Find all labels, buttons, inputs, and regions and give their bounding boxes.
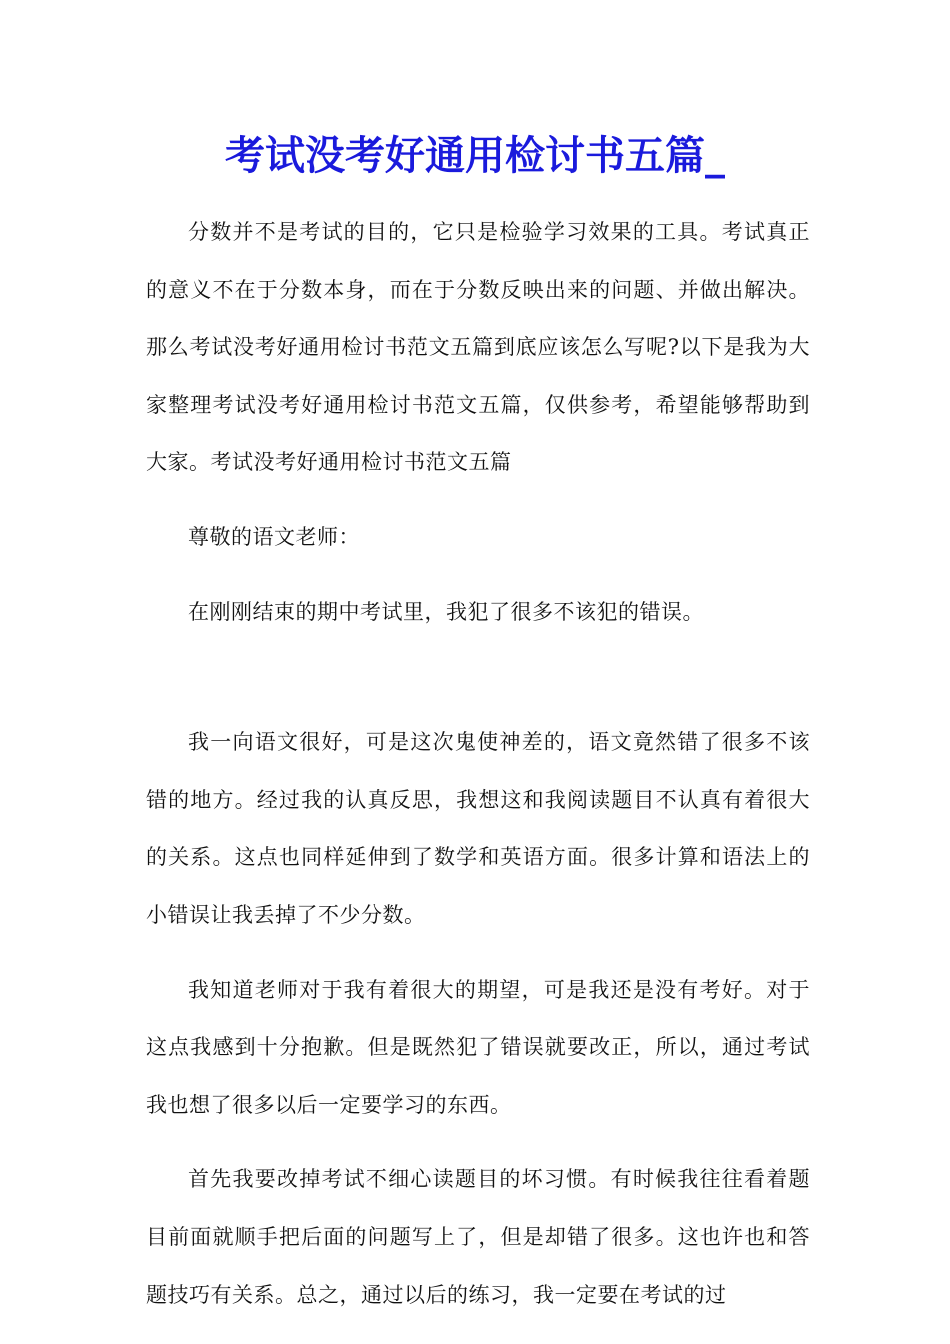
paragraph-apology: 我知道老师对于我有着很大的期望，可是我还是没有考好。对于这点我感到十分抱歉。但是既然犯了错误就要改正，所以，通过考试我也想了很多以后一定要学习的东西。 — [146, 977, 810, 1117]
document-title: 考试没考好通用检讨书五篇_ — [225, 132, 725, 179]
paragraph-opening: 在刚刚结束的期中考试里，我犯了很多不该犯的错误。 — [188, 599, 704, 624]
paragraph-resolution: 首先我要改掉考试不细心读题目的坏习惯。有时候我往往看着题目前面就顺手把后面的问题写上了，但是却错了很多。这也许也和答题技巧有关系。总之，通过以后的练习，我一定要在考试的过 — [146, 1167, 810, 1307]
paragraph-intro: 分数并不是考试的目的，它只是检验学习效果的工具。考试真正的意义不在于分数本身，而在于分数反映出来的问题、并做出解决。那么考试没考好通用检讨书范文五篇到底应该怎么写呢?以下是我为大家整理考试没考好通用检讨书范文五篇，仅供参考，希望能够帮助到大家。考试没考好通用检讨书范文五篇 — [146, 220, 810, 475]
paragraph-gap — [146, 658, 810, 714]
paragraph-reflection: 我一向语文很好，可是这次鬼使神差的，语文竟然错了很多不该错的地方。经过我的认真反思，我想这和我阅读题目不认真有着很大的关系。这点也同样延伸到了数学和英语方面。很多计算和语法上的小错误让我丢掉了不少分数。 — [146, 730, 810, 927]
document-body — [146, 204, 810, 1341]
paragraph-salutation: 尊敬的语文老师： — [188, 524, 360, 549]
